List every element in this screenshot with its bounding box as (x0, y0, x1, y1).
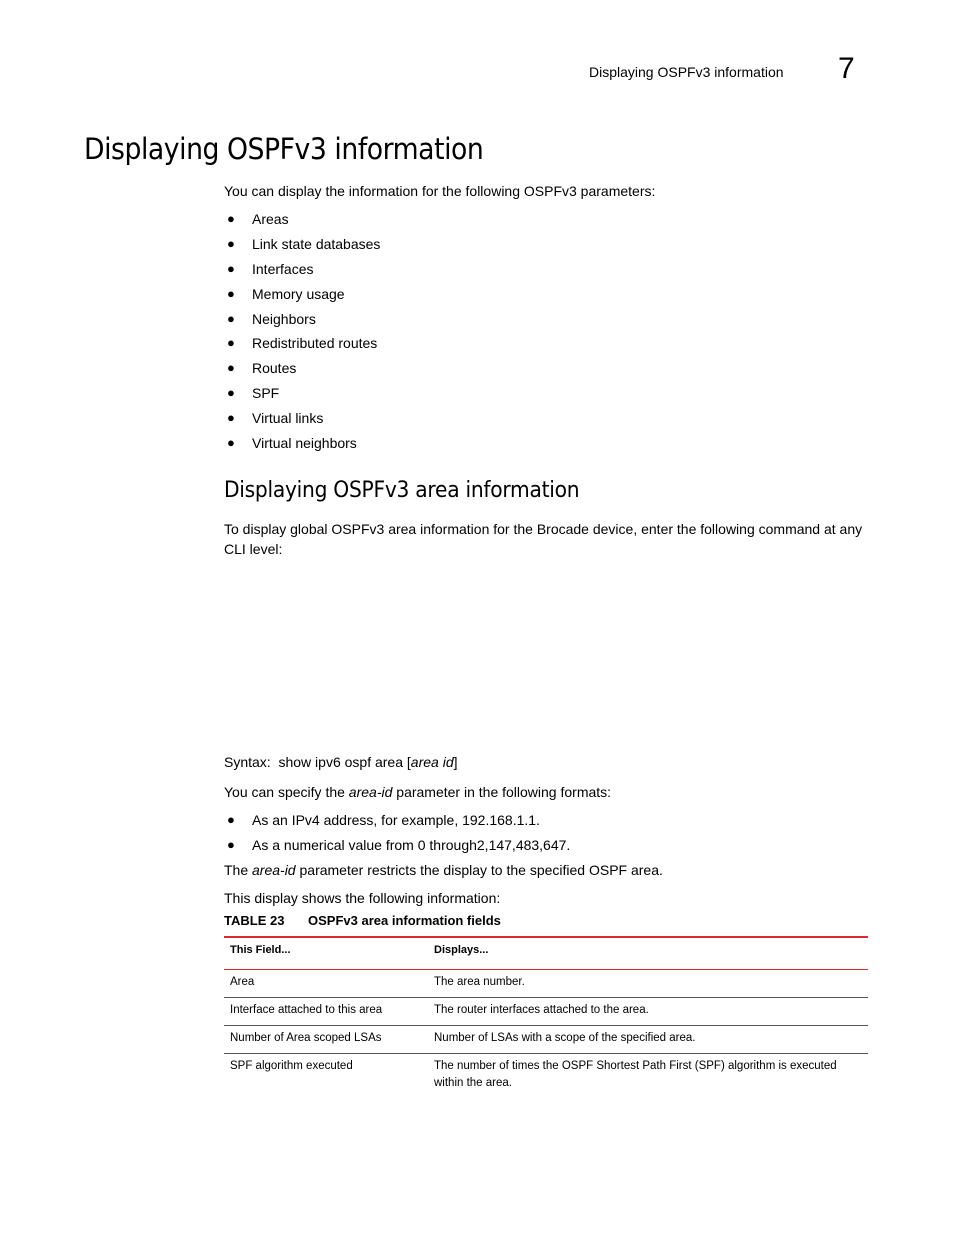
bullet-icon: ● (227, 385, 235, 401)
syntax-bracket-open: [ (406, 754, 411, 770)
section-intro: You can display the information for the following OSPFv3 parameters: (224, 183, 656, 199)
list-item: ● Virtual links (227, 410, 324, 427)
table-cell: Number of LSAs with a scope of the specified area. (434, 1032, 696, 1044)
chapter-number: 7 (838, 52, 855, 85)
parameter-list (224, 209, 380, 458)
command-syntax (224, 754, 458, 770)
subsection-intro: To display global OSPFv3 area information for the Brocade device, enter the following command at any CLI level: (224, 521, 863, 557)
running-header-title: Displaying OSPFv3 information (589, 64, 784, 80)
table-row (224, 1054, 868, 1099)
column-header: Displays... (434, 944, 489, 956)
bullet-icon: ● (227, 235, 235, 251)
table-cell: The router interfaces attached to the area. (434, 1004, 649, 1016)
bullet-icon: ● (227, 310, 235, 326)
list-item: ● Redistributed routes (227, 335, 378, 352)
list-item: ● Link state databases (227, 235, 381, 252)
table-row (224, 1026, 868, 1054)
list-item: ● Memory usage (227, 285, 345, 302)
restrict-note: The area-id parameter restricts the display to the specified OSPF area. (224, 862, 663, 878)
table-caption (224, 913, 501, 928)
subsection-title: Displaying OSPFv3 area information (224, 478, 580, 503)
table-row (224, 998, 868, 1026)
table-cell: SPF algorithm executed (230, 1060, 353, 1072)
section-title: Displaying OSPFv3 information (84, 132, 484, 166)
syntax-bracket-close: ] (453, 754, 458, 770)
bullet-icon: ● (227, 435, 235, 451)
syntax-label: Syntax: (224, 754, 271, 770)
bullet-icon: ● (227, 285, 235, 301)
table-cell: The number of times the OSPF Shortest Path First (SPF) algorithm is executed within the area. (434, 1060, 837, 1089)
bullet-icon: ● (227, 211, 235, 226)
syntax-command: show ipv6 ospf area (278, 754, 404, 770)
list-item: ● Areas (227, 211, 289, 227)
list-item: ● Routes (227, 360, 297, 377)
list-item: ● As a numerical value from 0 through2,147,483,647. (227, 836, 571, 853)
bullet-icon: ● (227, 260, 235, 276)
bullet-icon: ● (227, 812, 235, 827)
table-cell: The area number. (434, 976, 525, 988)
list-item: ● Neighbors (227, 310, 316, 327)
fields-table (224, 936, 868, 1098)
list-item: ● Interfaces (227, 260, 314, 277)
list-item: ● As an IPv4 address, for example, 192.168.1.1. (227, 812, 540, 828)
syntax-argument: area id (410, 754, 454, 770)
table-row (224, 970, 868, 998)
table-label: TABLE 23 (224, 913, 285, 928)
table-cell: Area (230, 976, 255, 988)
format-list (224, 810, 570, 860)
column-header: This Field... (230, 944, 291, 956)
table-cell: Number of Area scoped LSAs (230, 1032, 382, 1044)
table-title: OSPFv3 area information fields (308, 913, 501, 928)
bullet-icon: ● (227, 836, 235, 852)
table-cell: Interface attached to this area (230, 1004, 383, 1016)
bullet-icon: ● (227, 410, 235, 426)
table-header-row (224, 937, 868, 970)
formats-intro: You can specify the area-id parameter in the following formats: (224, 784, 612, 800)
bullet-icon: ● (227, 360, 235, 376)
display-note: This display shows the following information: (224, 890, 501, 906)
list-item: ● Virtual neighbors (227, 435, 357, 452)
bullet-icon: ● (227, 335, 235, 351)
list-item: ● SPF (227, 385, 280, 402)
